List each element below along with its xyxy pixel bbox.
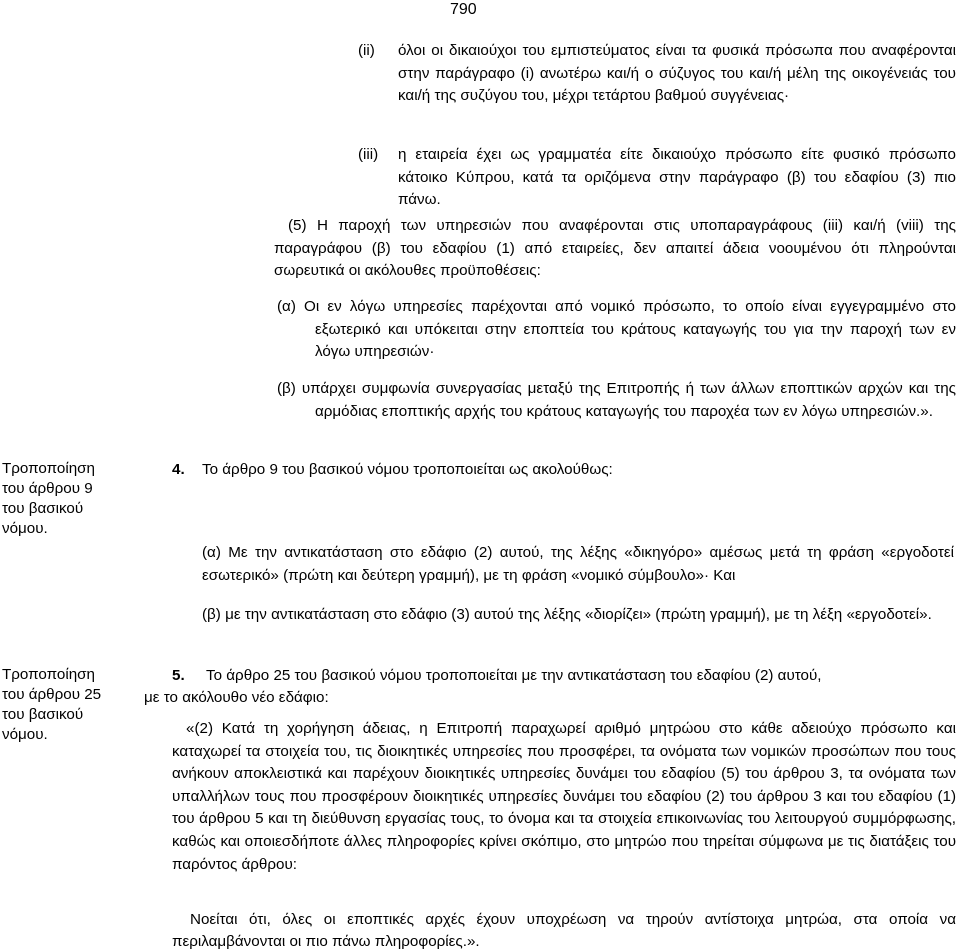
item-ii-text: όλοι οι δικαιούχοι του εμπιστεύματος είναι τα φυσικά πρόσωπα που αναφέρονται στην παράγραφο (i) ανωτέρω και/ή ο σύζυγος του και/ή μέλη της οικογένειάς του και/ή της συζύγου του, μέχρι τετάρτου βαθμού συγγένειας· <box>398 42 956 104</box>
subsection-5-item-b: (β) υπάρχει συμφωνία συνεργασίας μεταξύ της Επιτροπής ή των άλλων εποπτικών αρχών και της αρμόδιας εποπτικής αρχής του κράτους καταγωγής του παροχέα των εν λόγω υπηρεσιών.». <box>277 380 956 420</box>
section-5-number: 5. <box>172 667 185 684</box>
margin-note-line: του βασικού <box>2 500 84 517</box>
subsection-5-item-a: (α) Οι εν λόγω υπηρεσίες παρέχονται από νομικό πρόσωπο, το οποίο είναι εγγεγραμμένο στο εξωτερικό και υπόκειται στην εποπτεία του κράτους καταγωγής του για την παροχή των εν λόγω υπηρεσιών· <box>277 298 956 360</box>
item-iii-text: η εταιρεία έχει ως γραμματέα είτε δικαιούχο πρόσωπο είτε φυσικό πρόσωπο κάτοικο Κύπρου, κατά τα οριζόμενα στην παράγραφο (β) του εδαφίου (3) πιο πάνω. <box>398 146 956 208</box>
section-5-proviso: Νοείται ότι, όλες οι εποπτικές αρχές έχουν υποχρέωση να τηρούν αντίστοιχα μητρώα, στα οποία να περιλαμβάνονται οι πιο πάνω πληροφορίες.». <box>172 911 956 950</box>
margin-note-line: νόμου. <box>2 520 48 537</box>
page-number: 790 <box>450 1 477 18</box>
section-4-item-b: (β) με την αντικατάσταση στο εδάφιο (3) αυτού της λέξης «διορίζει» (πρώτη γραμμή), με τη λέξη «εργοδοτεί». <box>202 606 932 623</box>
section-4-item-a: (α) Με την αντικατάσταση στο εδάφιο (2) αυτού, της λέξης «δικηγόρο» αμέσως μετά τη φράση «εργοδοτεί εσωτερικό» (πρώτη και δεύτερη γραμμή), με τη φράση «νομικό σύμβουλο»· Και <box>202 544 954 584</box>
margin-note-line: Τροποποίηση <box>2 666 95 683</box>
section-5-quoted-subsection: «(2) Κατά τη χορήγηση άδειας, η Επιτροπή παραχωρεί αριθμό μητρώου στο κάθε αδειούχο πρόσωπο και καταχωρεί τα στοιχεία του, τις διοικητικές υπηρεσίες που προσφέρει, τα ονόματα των νομικών προσώπων που τους ανήκουν αποκλειστικά και παρέχουν διοικητικές υπηρεσίες δυνάμει του εδαφίου (5) του άρθρου 3, τα ονόματα των υπαλλήλων τους που προσφέρουν διοικητικές υπηρεσίες δυνάμει του εδαφίου (2) του άρθρου 3 και του εδαφίου (1) του άρθρου 5 και τη διεύθυνση εργασίας τους, το όνομα και τα στοιχεία επικοινωνίας του λειτουργού συμμόρφωσης, καθώς και οποιεσδήποτε άλλες πληροφορίες κρίνει σκόπιμο, στο μητρώο που τηρείται σύμφωνα με τις διατάξεις του παρόντος άρθρου: <box>172 720 956 873</box>
item-ii-marker: (ii) <box>358 42 375 59</box>
subsection-5-paragraph: (5) Η παροχή των υπηρεσιών που αναφέρονται στις υποπαραγράφους (iii) και/ή (viii) της παραγράφου (β) του εδαφίου (1) από εταιρείες, δεν απαιτεί άδεια νοουμένου ότι πληρούνται σωρευτικά οι ακόλουθες προϋποθέσεις: <box>274 217 956 279</box>
section-4-number: 4. <box>172 461 185 478</box>
margin-note-amendment-article-25 <box>2 665 132 745</box>
section-4-intro: Το άρθρο 9 του βασικού νόμου τροποποιείται ως ακολούθως: <box>202 461 613 478</box>
section-5-intro-line1: Το άρθρο 25 του βασικού νόμου τροποποιείται με την αντικατάσταση του εδαφίου (2) αυτού, <box>206 667 822 684</box>
item-iii-marker: (iii) <box>358 146 379 163</box>
margin-note-line: νόμου. <box>2 726 48 743</box>
margin-note-line: του άρθρου 9 <box>2 480 93 497</box>
margin-note-line: του βασικού <box>2 706 84 723</box>
section-5-intro-line2: με το ακόλουθο νέο εδάφιο: <box>144 689 329 706</box>
margin-note-amendment-article-9 <box>2 459 132 539</box>
margin-note-line: του άρθρου 25 <box>2 686 102 703</box>
margin-note-line: Τροποποίηση <box>2 460 95 477</box>
